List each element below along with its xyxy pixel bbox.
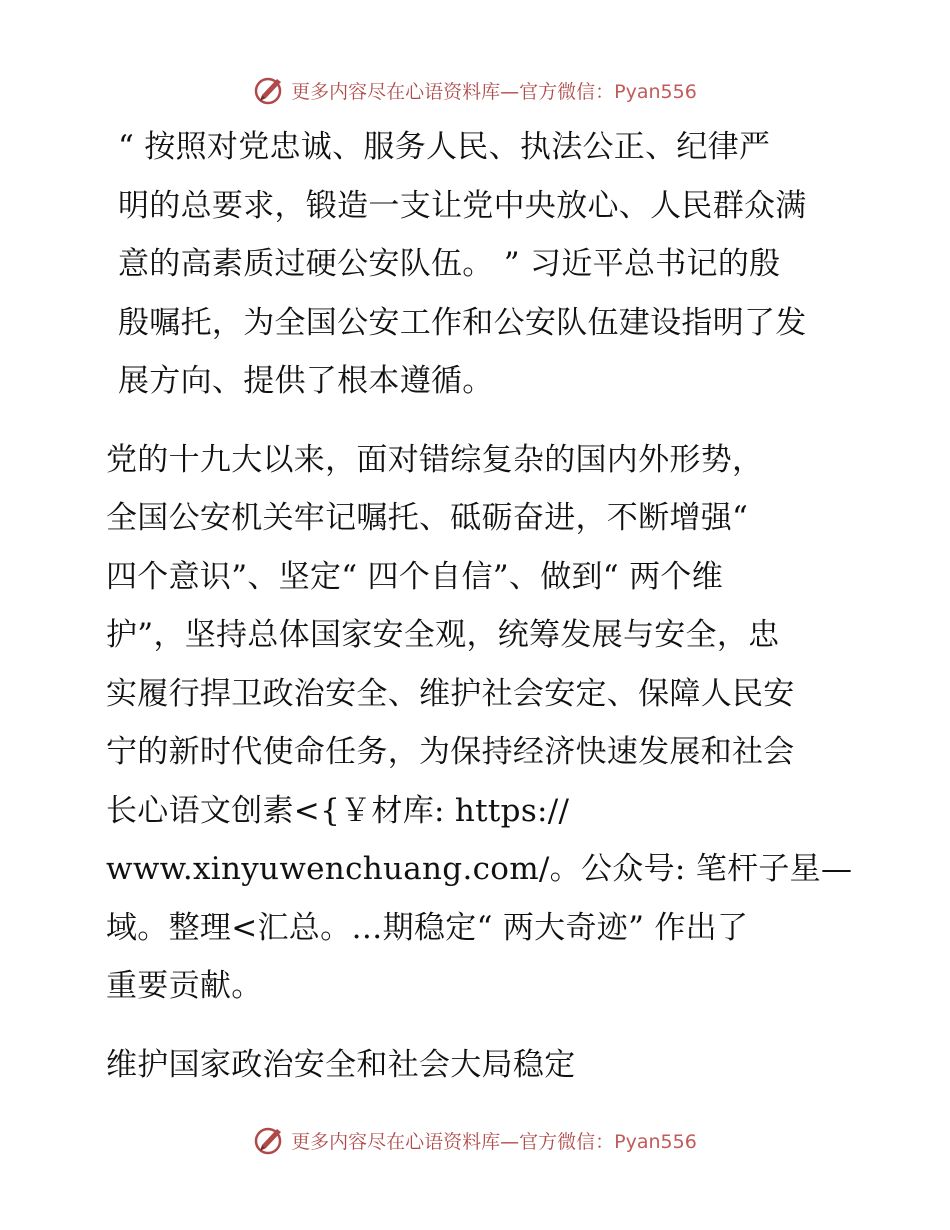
text-line: “ 按照对党忠诚、服务人民、执法公正、纪律严 bbox=[118, 129, 771, 165]
text-line: 殷嘱托，为全国公安工作和公安队伍建设指明了发 bbox=[118, 304, 807, 341]
section-heading bbox=[96, 1036, 856, 1095]
watermark-text: 更多内容尽在心语资料库—官方微信：Pyan556 bbox=[291, 80, 697, 103]
text-line: 实履行捍卫政治安全、维护社会安定、保障人民安 bbox=[106, 675, 795, 712]
watermark-text: 更多内容尽在心语资料库—官方微信：Pyan556 bbox=[291, 1130, 697, 1153]
text-line: www.xinyuwenchuang.com/。公众号: 笔杆子星— bbox=[106, 851, 853, 887]
header-watermark bbox=[0, 70, 950, 110]
text-line: 党的十九大以来，面对错综复杂的国内外形势， bbox=[106, 441, 764, 478]
text-line: 域。整理<汇总。…期稳定“ 两大奇迹” 作出了 bbox=[106, 909, 749, 946]
text-line: 四个意识”、坚定“ 四个自信”、做到“ 两个维 bbox=[106, 558, 723, 595]
pen-logo-icon bbox=[253, 73, 287, 107]
footer-watermark bbox=[0, 1120, 950, 1160]
pen-logo-icon bbox=[253, 1123, 287, 1157]
text-line: 长心语文创素<{￥材库: https:// bbox=[106, 792, 570, 829]
paragraph-1 bbox=[96, 118, 856, 411]
text-line: 宁的新时代使命任务，为保持经济快速发展和社会 bbox=[106, 734, 795, 770]
text-line: 维护国家政治安全和社会大局稳定 bbox=[106, 1046, 576, 1083]
text-line: 全国公安机关牢记嘱托、砥砺奋进，不断增强“ bbox=[106, 500, 749, 536]
text-line: 明的总要求，锻造一支让党中央放心、人民群众满 bbox=[118, 187, 807, 224]
paragraph-2 bbox=[96, 431, 856, 1016]
text-line: 重要贡献。 bbox=[106, 968, 263, 1004]
text-line: 意的高素质过硬公安队伍。 ” 习近平总书记的殷 bbox=[118, 246, 781, 282]
text-line: 展方向、提供了根本遵循。 bbox=[118, 363, 494, 399]
document-body bbox=[96, 118, 856, 1094]
text-line: 护”，坚持总体国家安全观，统筹发展与安全，忠 bbox=[106, 617, 780, 653]
